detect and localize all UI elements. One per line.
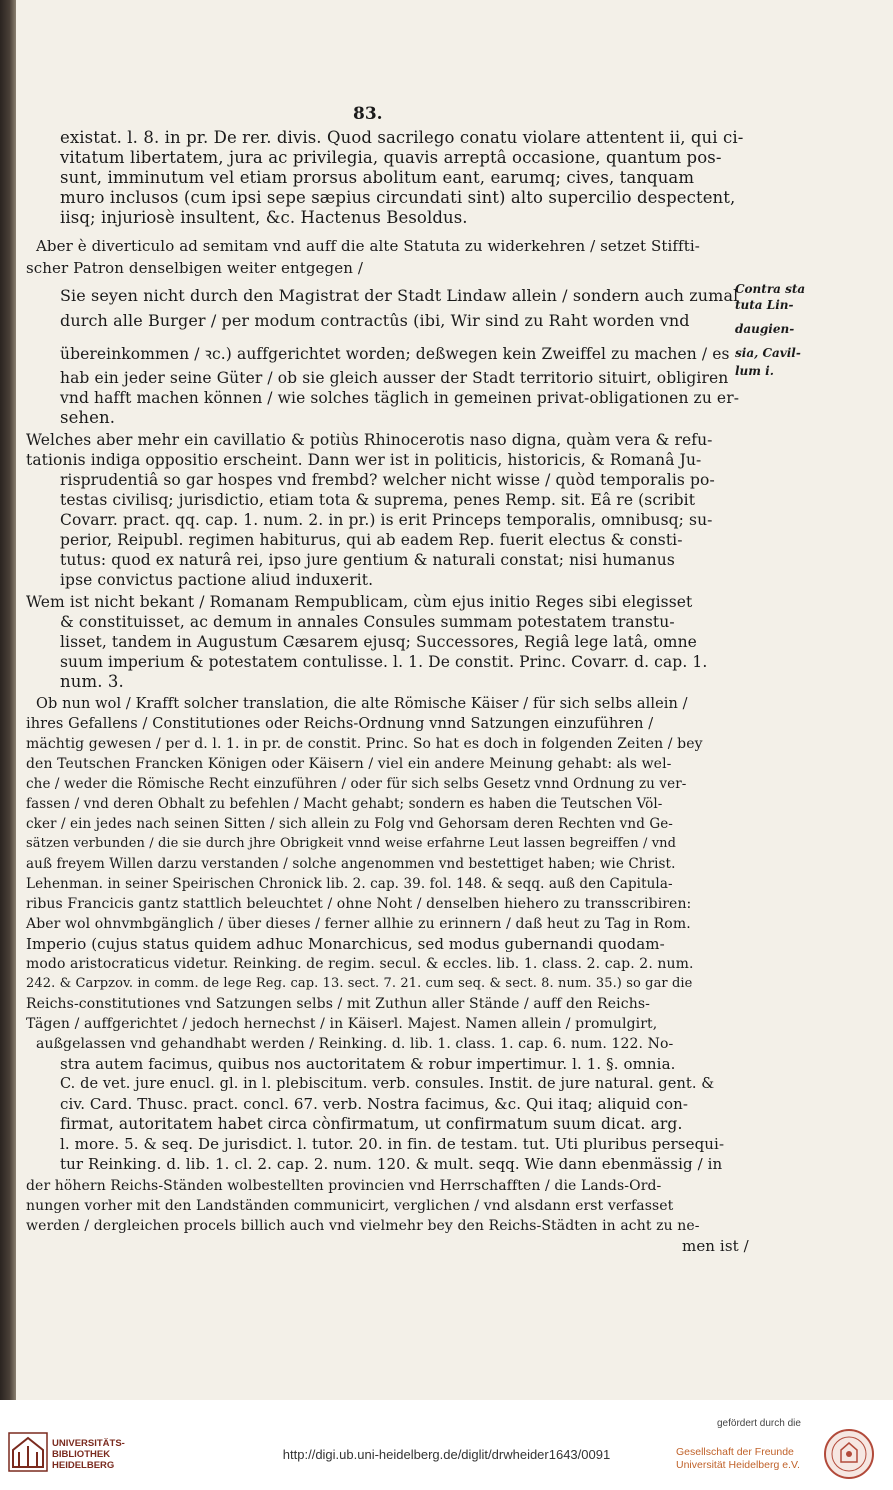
text-line: nungen vorher mit den Landständen communicirt, verglichen / vnd alsdann erst verfasset bbox=[26, 1198, 674, 1214]
text-line: lisset, tandem in Augustum Cæsarem ejusq; Successores, Regiâ lege latâ, omne bbox=[60, 633, 697, 651]
margin-note-line: tuta Lin- bbox=[735, 298, 794, 312]
text-line: Covarr. pract. qq. cap. 1. num. 2. in pr.) is erit Princeps temporalis, omnibusq; su- bbox=[60, 511, 713, 529]
text-line: außgelassen vnd gehandhabt werden / Reinking. d. lib. 1. class. 1. cap. 6. num. 122. No- bbox=[36, 1036, 674, 1052]
text-line: auß freyem Willen darzu verstanden / solche angenommen vnd bestettiget haben; wie Christ. bbox=[26, 856, 676, 872]
source-url-link[interactable]: http://digi.ub.uni-heidelberg.de/diglit/drwheider1643/0091 bbox=[282, 1447, 611, 1462]
text-line: che / weder die Römische Recht einzuführen / oder für sich selbs Gesetz vnnd Ordnung zu ver- bbox=[26, 776, 687, 792]
margin-note-line: lum i. bbox=[735, 364, 774, 378]
margin-note-line: daugien- bbox=[735, 322, 795, 336]
text-line: fassen / vnd deren Obhalt zu befehlen / Macht gehabt; sondern es haben die Teutschen Völ- bbox=[26, 796, 663, 812]
text-line: scher Patron denselbigen weiter entgegen / bbox=[26, 259, 363, 277]
text-line: Wem ist nicht bekant / Romanam Rempublicam, cùm ejus initio Reges sibi elegisset bbox=[26, 593, 693, 611]
book-spine-shadow bbox=[0, 0, 16, 1400]
text-line: risprudentiâ so gar hospes vnd frembd? welcher nicht wisse / quòd temporalis po- bbox=[60, 471, 715, 489]
text-line: cker / ein jedes nach seinen Sitten / sich allein zu Folg vnd Gehorsam deren Rechten vnd Ge- bbox=[26, 816, 673, 832]
text-line: tutus: quod ex naturâ rei, ipso jure gentium & naturali constat; nisi humanus bbox=[60, 551, 675, 569]
text-line: Aber wol ohnvmbgänglich / über dieses / ferner allhie zu erinnern / daß heut zu Tag in Rom. bbox=[26, 916, 691, 932]
margin-note-line: Contra sta bbox=[735, 282, 806, 296]
text-line: iisq; injuriosè insultent, &c. Hactenus Besoldus. bbox=[60, 208, 468, 227]
sponsor-name bbox=[676, 1446, 800, 1472]
sponsor-name-line: Universität Heidelberg e.V. bbox=[676, 1459, 800, 1471]
text-line: vnd hafft machen können / wie solches täglich in gemeinen privat-obligationen zu er- bbox=[60, 389, 740, 407]
margin-note-line: sia, Cavil- bbox=[735, 346, 801, 360]
sponsor-label: gefördert durch die bbox=[717, 1418, 801, 1429]
text-line: Reichs-constitutiones vnd Satzungen selbs / mit Zuthun aller Stände / auff den Reichs- bbox=[26, 996, 650, 1012]
text-line: C. de vet. jure enucl. gl. in l. plebiscitum. verb. consules. Instit. de jure natural. gent. & bbox=[60, 1076, 715, 1092]
text-line: Sie seyen nicht durch den Magistrat der Stadt Lindaw allein / sondern auch zumal bbox=[60, 286, 739, 305]
text-line: suum imperium & potestatem contulisse. l. 1. De constit. Princ. Covarr. d. cap. 1. bbox=[60, 653, 708, 671]
text-line: stra autem facimus, quibus nos auctoritatem & robur impertimur. l. 1. §. omnia. bbox=[60, 1055, 676, 1073]
text-line: men ist / bbox=[682, 1237, 749, 1255]
text-line: tur Reinking. d. lib. 1. cl. 2. cap. 2. num. 120. & mult. seqq. Wie dann ebenmässig / in bbox=[60, 1155, 723, 1173]
university-name-line: UNIVERSITÄTS- bbox=[52, 1438, 125, 1449]
text-line: 242. & Carpzov. in comm. de lege Reg. cap. 13. sect. 7. 21. cum seq. & sect. 8. num. 35.) so gar die bbox=[26, 976, 693, 991]
text-line: der höhern Reichs-Ständen wolbestellten provincien vnd Herrschafften / die Lands-Ord- bbox=[26, 1178, 662, 1194]
university-name-line: HEIDELBERG bbox=[52, 1460, 115, 1471]
text-line: werden / dergleichen procels billich auch vnd vielmehr bey den Reichs-Städten in acht zu ne- bbox=[26, 1218, 700, 1234]
text-line: modo aristocraticus videtur. Reinking. de regim. secul. & eccles. lib. 1. class. 2. cap. 2. num. bbox=[26, 956, 694, 972]
text-line: tationis indiga oppositio erscheint. Dann wer ist in politicis, historicis, & Romanâ Ju- bbox=[26, 451, 702, 469]
text-line: hab ein jeder seine Güter / ob sie gleich ausser der Stadt territorio situirt, obligiren bbox=[60, 369, 729, 387]
footer-bar bbox=[0, 1400, 893, 1490]
text-line: Lehenman. in seiner Speirischen Chronick lib. 2. cap. 39. fol. 148. & seqq. auß den Capitula- bbox=[26, 876, 673, 892]
text-line: ipse convictus pactione aliud induxerit. bbox=[60, 571, 374, 589]
text-line: num. 3. bbox=[60, 672, 124, 691]
text-line: testas civilisq; jurisdictio, etiam tota & suprema, penes Remp. sit. Eâ re (scribit bbox=[60, 491, 696, 509]
sponsor-name-line: Gesellschaft der Freunde bbox=[676, 1446, 794, 1458]
page-number: 83. bbox=[353, 104, 383, 124]
text-line: Ob nun wol / Krafft solcher translation, die alte Römische Käiser / für sich selbs allein / bbox=[36, 696, 688, 712]
text-line: Welches aber mehr ein cavillatio & potiùs Rhinocerotis naso digna, quàm vera & refu- bbox=[26, 431, 713, 449]
text-line: durch alle Burger / per modum contractûs (ibi, Wir sind zu Raht worden vnd bbox=[60, 311, 690, 330]
text-line: l. more. 5. & seq. De jurisdict. l. tutor. 20. in fin. de testam. tut. Uti pluribus persequi- bbox=[60, 1135, 725, 1153]
text-line: Tägen / auffgerichtet / jedoch hernechst / in Käiserl. Majest. Namen allein / promulgirt, bbox=[26, 1016, 658, 1032]
text-line: existat. l. 8. in pr. De rer. divis. Quod sacrilego conatu violare attentent ii, qui ci- bbox=[60, 128, 744, 147]
text-line: muro inclusos (cum ipsi sepe sæpius circundati sint) alto supercilio despectent, bbox=[60, 188, 736, 207]
university-name-line: BIBLIOTHEK bbox=[52, 1449, 111, 1460]
text-line: sätzen verbunden / die sie durch jhre Obrigkeit vnnd weise erfahrne Leut lassen begreiffen / vnd bbox=[26, 836, 677, 851]
text-line: perior, Reipubl. regimen habiturus, qui ab eadem Rep. fuerit electus & consti- bbox=[60, 531, 683, 549]
text-line: Aber è diverticulo ad semitam vnd auff die alte Statuta zu widerkehren / setzet Stiffti- bbox=[36, 237, 700, 255]
text-line: sehen. bbox=[60, 408, 116, 427]
university-seal-icon bbox=[823, 1428, 875, 1480]
text-line: mächtig gewesen / per d. l. 1. in pr. de constit. Princ. So hat es doch in folgenden Zeiten / bey bbox=[26, 736, 703, 752]
text-line: übereinkommen / ꝛc.) auffgerichtet worden; deßwegen kein Zweiffel zu machen / es bbox=[60, 345, 730, 363]
text-line: den Teutschen Francken Königen oder Käisern / viel ein andere Meinung gehabt: als wel- bbox=[26, 756, 672, 772]
text-line: & constituisset, ac demum in annales Consules summam potestatem transtu- bbox=[60, 613, 675, 631]
text-line: Imperio (cujus status quidem adhuc Monarchicus, sed modus gubernandi quodam- bbox=[26, 935, 665, 953]
text-line: ribus Francicis gantz stattlich beleuchtet / ohne Noht / denselben hiehero zu transscribiren: bbox=[26, 896, 692, 912]
text-line: firmat, autoritatem habet circa cònfirmatum, ut confirmatum suum dicat. arg. bbox=[60, 1115, 683, 1133]
text-line: ihres Gefallens / Constitutiones oder Reichs-Ordnung vnnd Satzungen einzuführen / bbox=[26, 716, 654, 732]
text-line: civ. Card. Thusc. pract. concl. 67. verb. Nostra facimus, &c. Qui itaq; aliquid con- bbox=[60, 1095, 689, 1113]
text-line: vitatum libertatem, jura ac privilegia, quavis arreptâ occasione, quantum pos- bbox=[60, 148, 722, 167]
text-line: sunt, imminutum vel etiam prorsus abolitum eant, earumq; cives, tanquam bbox=[60, 168, 695, 187]
